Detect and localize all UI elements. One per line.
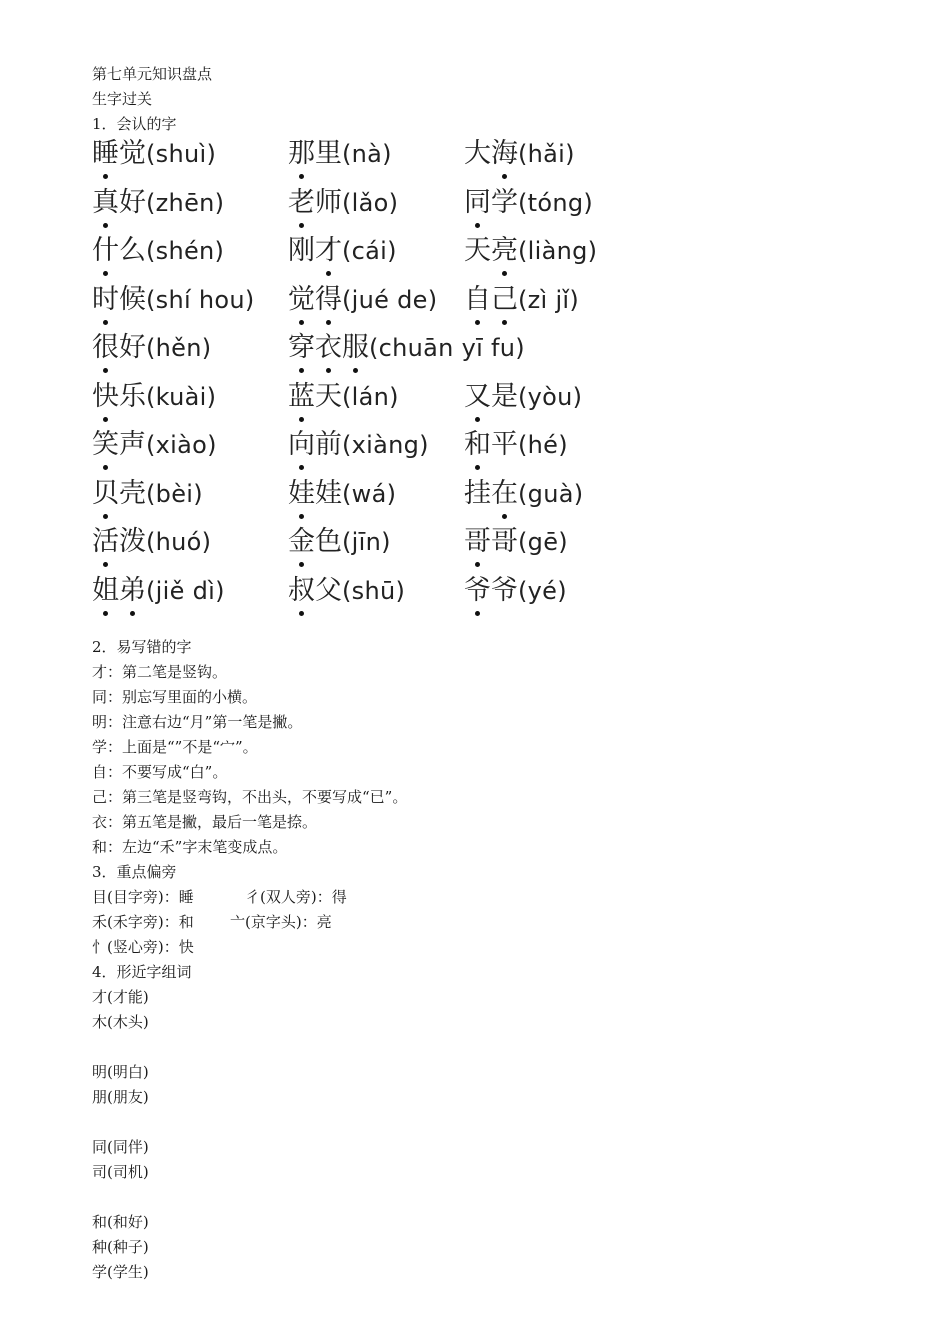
hanzi-char: 同 xyxy=(464,185,491,221)
hanzi-char: 蓝 xyxy=(288,379,315,415)
hanzi-char: 又 xyxy=(464,379,491,415)
hanzi-char: 弟 xyxy=(119,573,146,609)
hanzi-char: 衣 xyxy=(315,330,342,366)
pinyin: (guà) xyxy=(518,479,584,508)
hanzi-char: 么 xyxy=(119,235,146,266)
word-entry xyxy=(464,233,597,269)
word-entry xyxy=(92,136,216,172)
hanzi-char: 乐 xyxy=(119,380,146,412)
word-entry xyxy=(288,233,397,269)
similar-char-item: 明(明白) xyxy=(92,1063,149,1081)
pinyin: (shū) xyxy=(342,576,406,605)
word-entry xyxy=(92,427,217,463)
pinyin: (jué de) xyxy=(342,285,438,314)
word-entry xyxy=(288,573,405,609)
pinyin: (jiě dì) xyxy=(146,576,225,605)
word-entry xyxy=(92,476,203,512)
section-1-heading: 1．会认的字 xyxy=(92,115,177,133)
word-entry xyxy=(464,185,593,221)
hanzi-char: 自 xyxy=(464,282,491,318)
word-entry xyxy=(464,476,583,512)
similar-char-item: 司(司机) xyxy=(92,1163,149,1181)
word-entry xyxy=(288,379,399,415)
hanzi-char: 候 xyxy=(119,283,146,315)
hanzi-char: 前 xyxy=(315,429,342,460)
section-4-heading: 4．形近字组词 xyxy=(92,963,192,981)
word-entry xyxy=(92,379,216,415)
hanzi-char: 父 xyxy=(315,574,342,606)
hanzi-char: 活 xyxy=(92,524,119,560)
word-entry xyxy=(288,185,398,221)
word-entry xyxy=(92,185,224,221)
similar-char-item: 和(和好) xyxy=(92,1213,149,1231)
similar-char-item: 才(才能) xyxy=(92,988,149,1006)
pinyin: (chuān yī fu) xyxy=(369,334,525,362)
hanzi-char: 刚 xyxy=(288,235,315,266)
word-entry xyxy=(92,233,224,269)
pinyin: (hěn) xyxy=(146,334,212,362)
hanzi-char: 里 xyxy=(315,138,342,169)
hanzi-char: 老 xyxy=(288,185,315,221)
pinyin: (jīn) xyxy=(342,528,391,556)
hanzi-char: 什 xyxy=(92,233,119,269)
similar-char-item: 同(同伴) xyxy=(92,1138,149,1156)
word-entry xyxy=(288,136,392,172)
mistake-item: 同：别忘写里面的小横。 xyxy=(92,688,258,706)
pinyin: (lán) xyxy=(342,382,399,411)
mistake-item: 学：上面是“”不是“宀”。 xyxy=(92,738,258,756)
pinyin: (yòu) xyxy=(518,382,583,411)
pinyin: (shuì) xyxy=(146,140,217,168)
hanzi-char: 己 xyxy=(491,282,518,318)
pinyin: (xiào) xyxy=(146,431,217,459)
mistake-item: 衣：第五笔是撇，最后一笔是捺。 xyxy=(92,813,318,831)
hanzi-char: 笑 xyxy=(92,427,119,463)
similar-char-item: 种(种子) xyxy=(92,1238,149,1256)
mistake-item: 明：注意右边“月”第一笔是撇。 xyxy=(92,713,303,731)
hanzi-char: 师 xyxy=(315,186,342,218)
word-entry xyxy=(464,282,579,318)
word-entry xyxy=(464,573,567,609)
hanzi-char: 觉 xyxy=(288,282,315,318)
word-entry xyxy=(92,282,255,318)
pinyin: (huó) xyxy=(146,528,212,556)
hanzi-char: 娃 xyxy=(315,477,342,509)
hanzi-char: 穿 xyxy=(288,330,315,366)
pinyin: (wá) xyxy=(342,479,397,508)
hanzi-char: 天 xyxy=(464,235,491,266)
pinyin: (tóng) xyxy=(518,188,594,217)
hanzi-char: 哥 xyxy=(464,524,491,560)
pinyin: (zhēn) xyxy=(146,188,225,217)
hanzi-char: 爷 xyxy=(491,574,518,606)
word-entry xyxy=(464,136,575,172)
pinyin: (cái) xyxy=(342,237,397,265)
pinyin: (yé) xyxy=(518,576,567,605)
hanzi-char: 声 xyxy=(119,429,146,460)
pinyin: (shí hou) xyxy=(146,285,255,314)
mistake-item: 才：第二笔是竖钩。 xyxy=(92,663,228,681)
section-subtitle: 生字过关 xyxy=(92,90,153,108)
hanzi-char: 好 xyxy=(119,332,146,363)
pinyin: (liàng) xyxy=(518,237,598,265)
word-entry xyxy=(288,282,437,318)
hanzi-char: 海 xyxy=(491,136,518,172)
hanzi-char: 金 xyxy=(288,524,315,560)
mistake-item: 和：左边“禾”字末笔变成点。 xyxy=(92,838,288,856)
pinyin: (xiàng) xyxy=(342,431,429,459)
word-entry xyxy=(464,524,568,560)
similar-char-item: 木(木头) xyxy=(92,1013,149,1031)
similar-char-item: 朋(朋友) xyxy=(92,1088,149,1106)
radical-item: 禾(禾字旁)：和 xyxy=(92,913,194,931)
hanzi-char: 娃 xyxy=(288,476,315,512)
hanzi-char: 真 xyxy=(92,185,119,221)
mistake-item: 自：不要写成“白”。 xyxy=(92,763,228,781)
radical-item: 目(目字旁)：睡 xyxy=(92,888,194,906)
pinyin: (bèi) xyxy=(146,479,203,508)
section-2-heading: 2．易写错的字 xyxy=(92,638,192,656)
word-entry xyxy=(288,524,391,560)
hanzi-char: 学 xyxy=(491,186,518,218)
pinyin: (nà) xyxy=(342,140,392,168)
word-entry xyxy=(92,330,211,366)
word-entry xyxy=(92,524,211,560)
pinyin: (hǎi) xyxy=(518,140,575,168)
hanzi-char: 哥 xyxy=(491,526,518,557)
hanzi-char: 壳 xyxy=(119,477,146,509)
hanzi-char: 才 xyxy=(315,233,342,269)
word-entry xyxy=(464,427,568,463)
word-entry xyxy=(92,573,225,609)
hanzi-char: 挂 xyxy=(464,477,491,509)
section-3-heading: 3．重点偏旁 xyxy=(92,863,177,881)
word-entry xyxy=(288,427,429,463)
hanzi-char: 爷 xyxy=(464,573,491,609)
hanzi-char: 服 xyxy=(342,330,369,366)
hanzi-char: 那 xyxy=(288,136,315,172)
hanzi-char: 在 xyxy=(491,476,518,512)
hanzi-char: 色 xyxy=(315,526,342,557)
word-entry xyxy=(288,476,396,512)
word-entry xyxy=(464,379,582,415)
pinyin: (lǎo) xyxy=(342,188,399,217)
mistake-item: 己：第三笔是竖弯钩，不出头，不要写成“已”。 xyxy=(92,788,408,806)
hanzi-char: 姐 xyxy=(92,573,119,609)
hanzi-char: 是 xyxy=(491,380,518,412)
hanzi-char: 亮 xyxy=(491,233,518,269)
hanzi-char: 泼 xyxy=(119,526,146,557)
hanzi-char: 得 xyxy=(315,282,342,318)
radical-item: 亠(京字头)：亮 xyxy=(230,913,332,931)
radical-item: 忄(竖心旁)：快 xyxy=(92,938,194,956)
hanzi-char: 睡 xyxy=(92,136,119,172)
similar-char-item: 学(学生) xyxy=(92,1263,149,1281)
hanzi-char: 平 xyxy=(491,429,518,460)
hanzi-char: 和 xyxy=(464,427,491,463)
radical-item: 彳(双人旁)：得 xyxy=(245,888,347,906)
hanzi-char: 叔 xyxy=(288,573,315,609)
hanzi-char: 大 xyxy=(464,138,491,169)
hanzi-char: 时 xyxy=(92,282,119,318)
pinyin: (gē) xyxy=(518,528,568,556)
pinyin: (shén) xyxy=(146,237,225,265)
pinyin: (zì jǐ) xyxy=(518,285,580,314)
hanzi-char: 觉 xyxy=(119,138,146,169)
hanzi-char: 天 xyxy=(315,380,342,412)
word-entry xyxy=(288,330,525,366)
page-title: 第七单元知识盘点 xyxy=(92,65,213,83)
hanzi-char: 快 xyxy=(92,379,119,415)
hanzi-char: 向 xyxy=(288,427,315,463)
pinyin: (hé) xyxy=(518,431,568,459)
hanzi-char: 很 xyxy=(92,330,119,366)
pinyin: (kuài) xyxy=(146,382,217,411)
hanzi-char: 好 xyxy=(119,186,146,218)
hanzi-char: 贝 xyxy=(92,476,119,512)
